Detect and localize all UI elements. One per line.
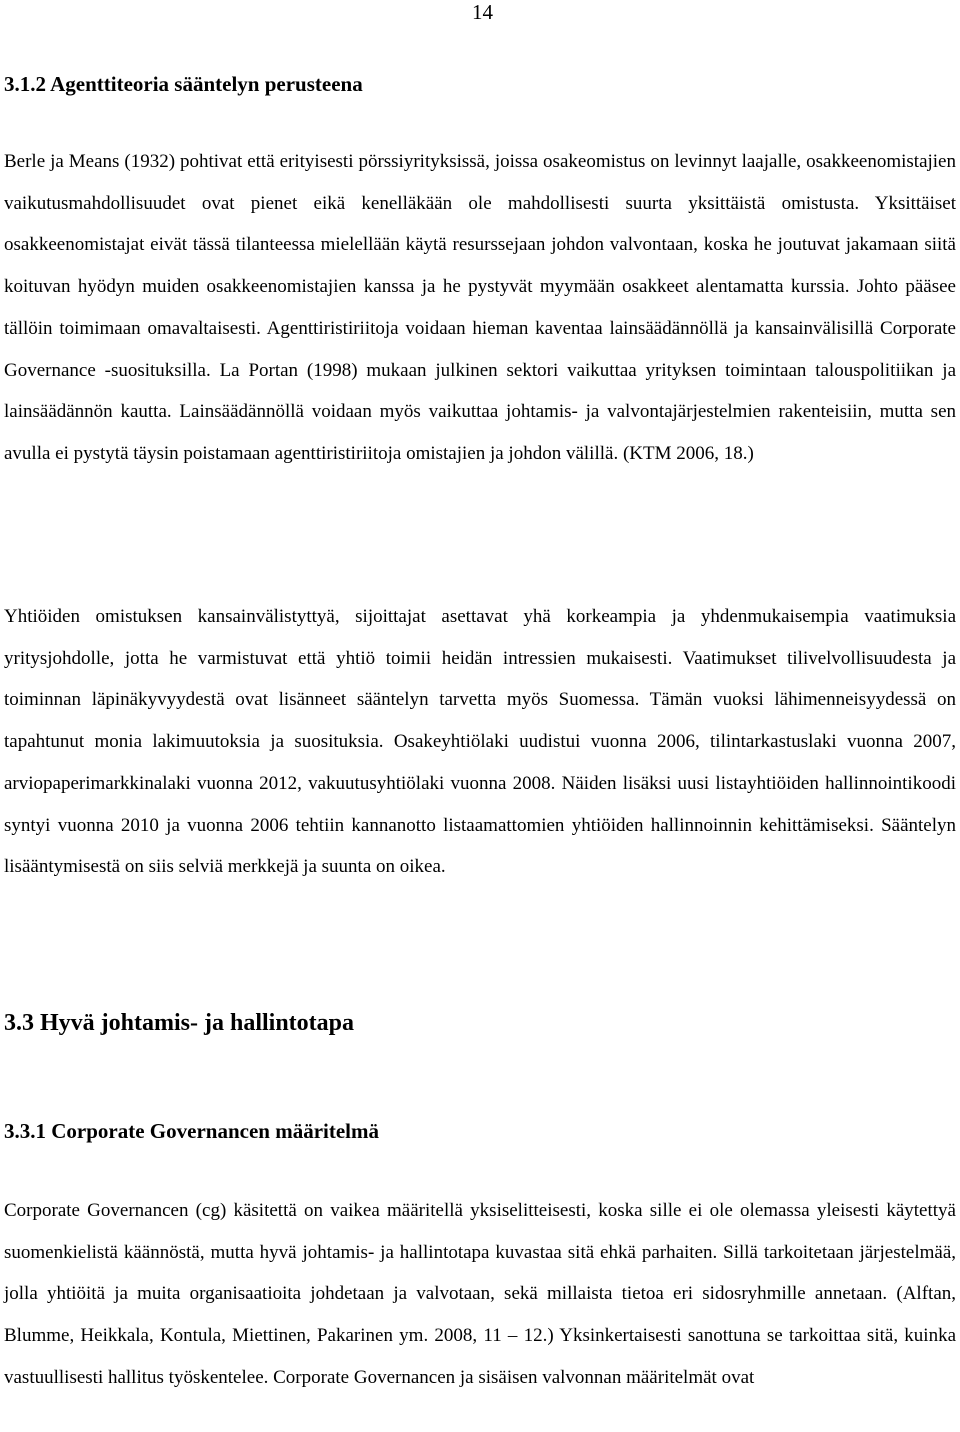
section-heading-3-3: 3.3 Hyvä johtamis- ja hallintotapa [4, 1010, 355, 1036]
section-heading-3-3-1: 3.3.1 Corporate Governancen määritelmä [4, 1119, 379, 1143]
body-paragraph: Berle ja Means (1932) pohtivat että erityisesti pörssiyrityksissä, joissa osakeomistus on levinnyt laajalle, osakkeenomistajien vaikutusmahdollisuudet ovat pienet eikä kenelläkään ole mahdollisesti suurta yksittäistä omistusta. Yksittäiset osakkeenomistajat eivät tässä tilanteessa mielellään käytä resurssejaan johdon valvontaan, koska he joutuvat jakamaan siitä koituvan hyödyn muiden osakkeenomistajien kanssa ja he pystyvät myymään osakkeet alentamatta kurssia. Johto pääsee tällöin toimimaan omavaltaisesti. Agenttiristiriitoja voidaan hieman kaventaa lainsäädännöllä ja kansainvälisillä Corporate Governance -suosituksilla. La Portan (1998) mukaan julkinen sektori vaikuttaa yrityksen toimintaan talouspolitiikan ja lainsäädännön kautta. Lainsäädännöllä voidaan myös vaikuttaa johtamis- ja valvontajärjestelmien rakenteisiin, mutta sen avulla ei pystytä täysin poistamaan agenttiristiriitoja omistajien ja johdon välillä. (KTM 2006, 18.) [4, 151, 956, 464]
body-paragraph: Yhtiöiden omistuksen kansainvälistyttyä, sijoittajat asettavat yhä korkeampia ja yhdenmukaisempia vaatimuksia yritysjohdolle, jotta he varmistuvat että yhtiö toimii heidän intressien mukaisesti. Vaatimukset tilivelvollisuudesta ja toiminnan läpinäkyvyydestä ovat lisänneet sääntelyn tarvetta myös Suomessa. Tämän vuoksi lähimenneisyydessä on tapahtunut monia lakimuutoksia ja suosituksia. Osakeyhtiölaki uudistui vuonna 2006, tilintarkastuslaki vuonna 2007, arviopaperimarkkinalaki vuonna 2012, vakuutusyhtiölaki vuonna 2008. Näiden lisäksi uusi listayhtiöiden hallinnointikoodi syntyi vuonna 2010 ja vuonna 2006 tehtiin kannanotto listaamattomien yhtiöiden hallinnoinnin kehittämiseksi. Sääntelyn lisääntymisestä on siis selviä merkkejä ja suunta on oikea. [4, 606, 956, 878]
section-heading-3-1-2: 3.1.2 Agenttiteoria sääntelyn perusteena [4, 72, 363, 96]
page-number: 14 [472, 0, 493, 24]
body-paragraph: Corporate Governancen (cg) käsitettä on vaikea määritellä yksiselitteisesti, koska sille ei ole olemassa yleisesti käytettyä suomenkielistä käännöstä, mutta hyvä johtamis- ja hallintotapa kuvastaa sitä ehkä parhaiten. Sillä tarkoitetaan järjestelmää, jolla yhtiöitä ja muita organisaatioita johdetaan ja valvotaan, sekä millaista tietoa eri sidosryhmille annetaan. (Alftan, Blumme, Heikkala, Kontula, Miettinen, Pakarinen ym. 2008, 11 – 12.) Yksinkertaisesti sanottuna se tarkoittaa sitä, kuinka vastuullisesti hallitus työskentelee. Corporate Governancen ja sisäisen valvonnan määritelmät ovat [4, 1200, 956, 1388]
